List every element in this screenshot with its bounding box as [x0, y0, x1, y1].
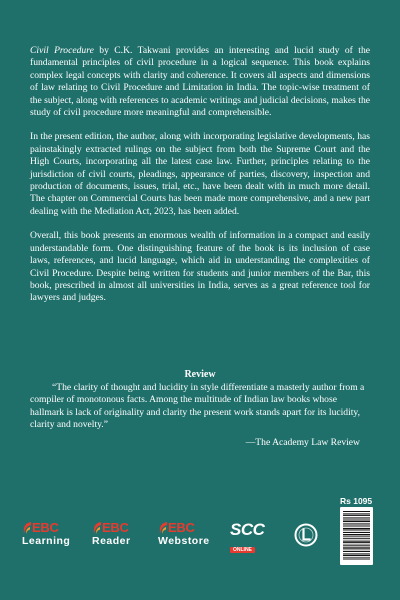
ebc-learning-logo	[22, 520, 86, 547]
book-description	[30, 45, 370, 317]
scc-online-mark: SCC	[230, 520, 265, 539]
ebc-webstore-mark	[158, 520, 224, 536]
ebc-learning-name: Learning	[22, 535, 71, 547]
description-paragraph-1	[30, 45, 370, 119]
description-paragraph-1-text: by C.K. Takwani provides an interesting and lucid study of the fundamental principles of civil procedure in a logical sequence. This book explains complex legal concepts with clarity and coherence. It covers all aspects and dimensions of law relating to Civil Procedure and Limitation in India. The topic-wise treatment of the subject, along with references to academic writings and judicial decisions, makes the study of civil procedure more meaningful and comprehensible.	[30, 45, 370, 119]
ebc-swoosh-icon	[22, 521, 32, 535]
ebc-reader-name: Reader	[92, 535, 131, 547]
circular-l-icon	[294, 523, 318, 547]
ebc-swoosh-icon	[92, 521, 102, 535]
isbn-barcode	[340, 507, 373, 565]
ebc-webstore-name: Webstore	[158, 535, 210, 547]
ebc-webstore-mark-text: EBC	[168, 520, 195, 535]
review-source: —The Academy Law Review	[245, 437, 360, 448]
price-label: Rs 1095	[340, 496, 373, 506]
review-quote: “The clarity of thought and lucidity in style differentiate a masterly author from a compiler of monotonous facts. Among the multitude of Indian law books whose hallmark is lack of originality and clarity the present work stands apart for its lucidity, clarity and novelty.”	[30, 382, 365, 431]
ebc-swoosh-icon	[158, 521, 168, 535]
review-heading: Review	[184, 369, 216, 380]
description-paragraph-3: Overall, this book presents an enormous wealth of information in a compact and easily understandable form. One distinguishing feature of the book is its inclusion of case laws, references, and lucid language, which aid in understanding the complexities of Civil Procedure. Despite being written for students and junior members of the Bar, this book, prescribed in almost all universities in India, serves as a great reference tool for lawyers and judges.	[30, 230, 370, 304]
barcode-icon	[340, 507, 373, 565]
description-paragraph-2: In the present edition, the author, along with incorporating legislative developments, has painstakingly extracted rulings on the subject from both the Supreme Court and the High Courts, incorporating all the latest case law. Further, principles relating to the jurisdiction of civil courts, pleadings, appearance of parties, discovery, inspection and production of documents, issues, trial, etc., have been dealt with in much more detail. The chapter on Commercial Courts has been made more comprehensive, and a new part dealing with the Mediation Act, 2023, has been added.	[30, 131, 370, 217]
scc-online-name: ONLINE	[230, 547, 255, 553]
book-title: Civil Procedure	[30, 45, 94, 56]
circular-l-logo	[294, 523, 318, 547]
scc-online-logo	[230, 521, 286, 556]
ebc-reader-logo	[92, 520, 148, 547]
ebc-reader-mark	[92, 520, 148, 536]
ebc-reader-mark-text: EBC	[102, 520, 129, 535]
ebc-learning-mark	[22, 520, 86, 536]
ebc-webstore-logo	[158, 520, 224, 547]
ebc-learning-mark-text: EBC	[32, 520, 59, 535]
